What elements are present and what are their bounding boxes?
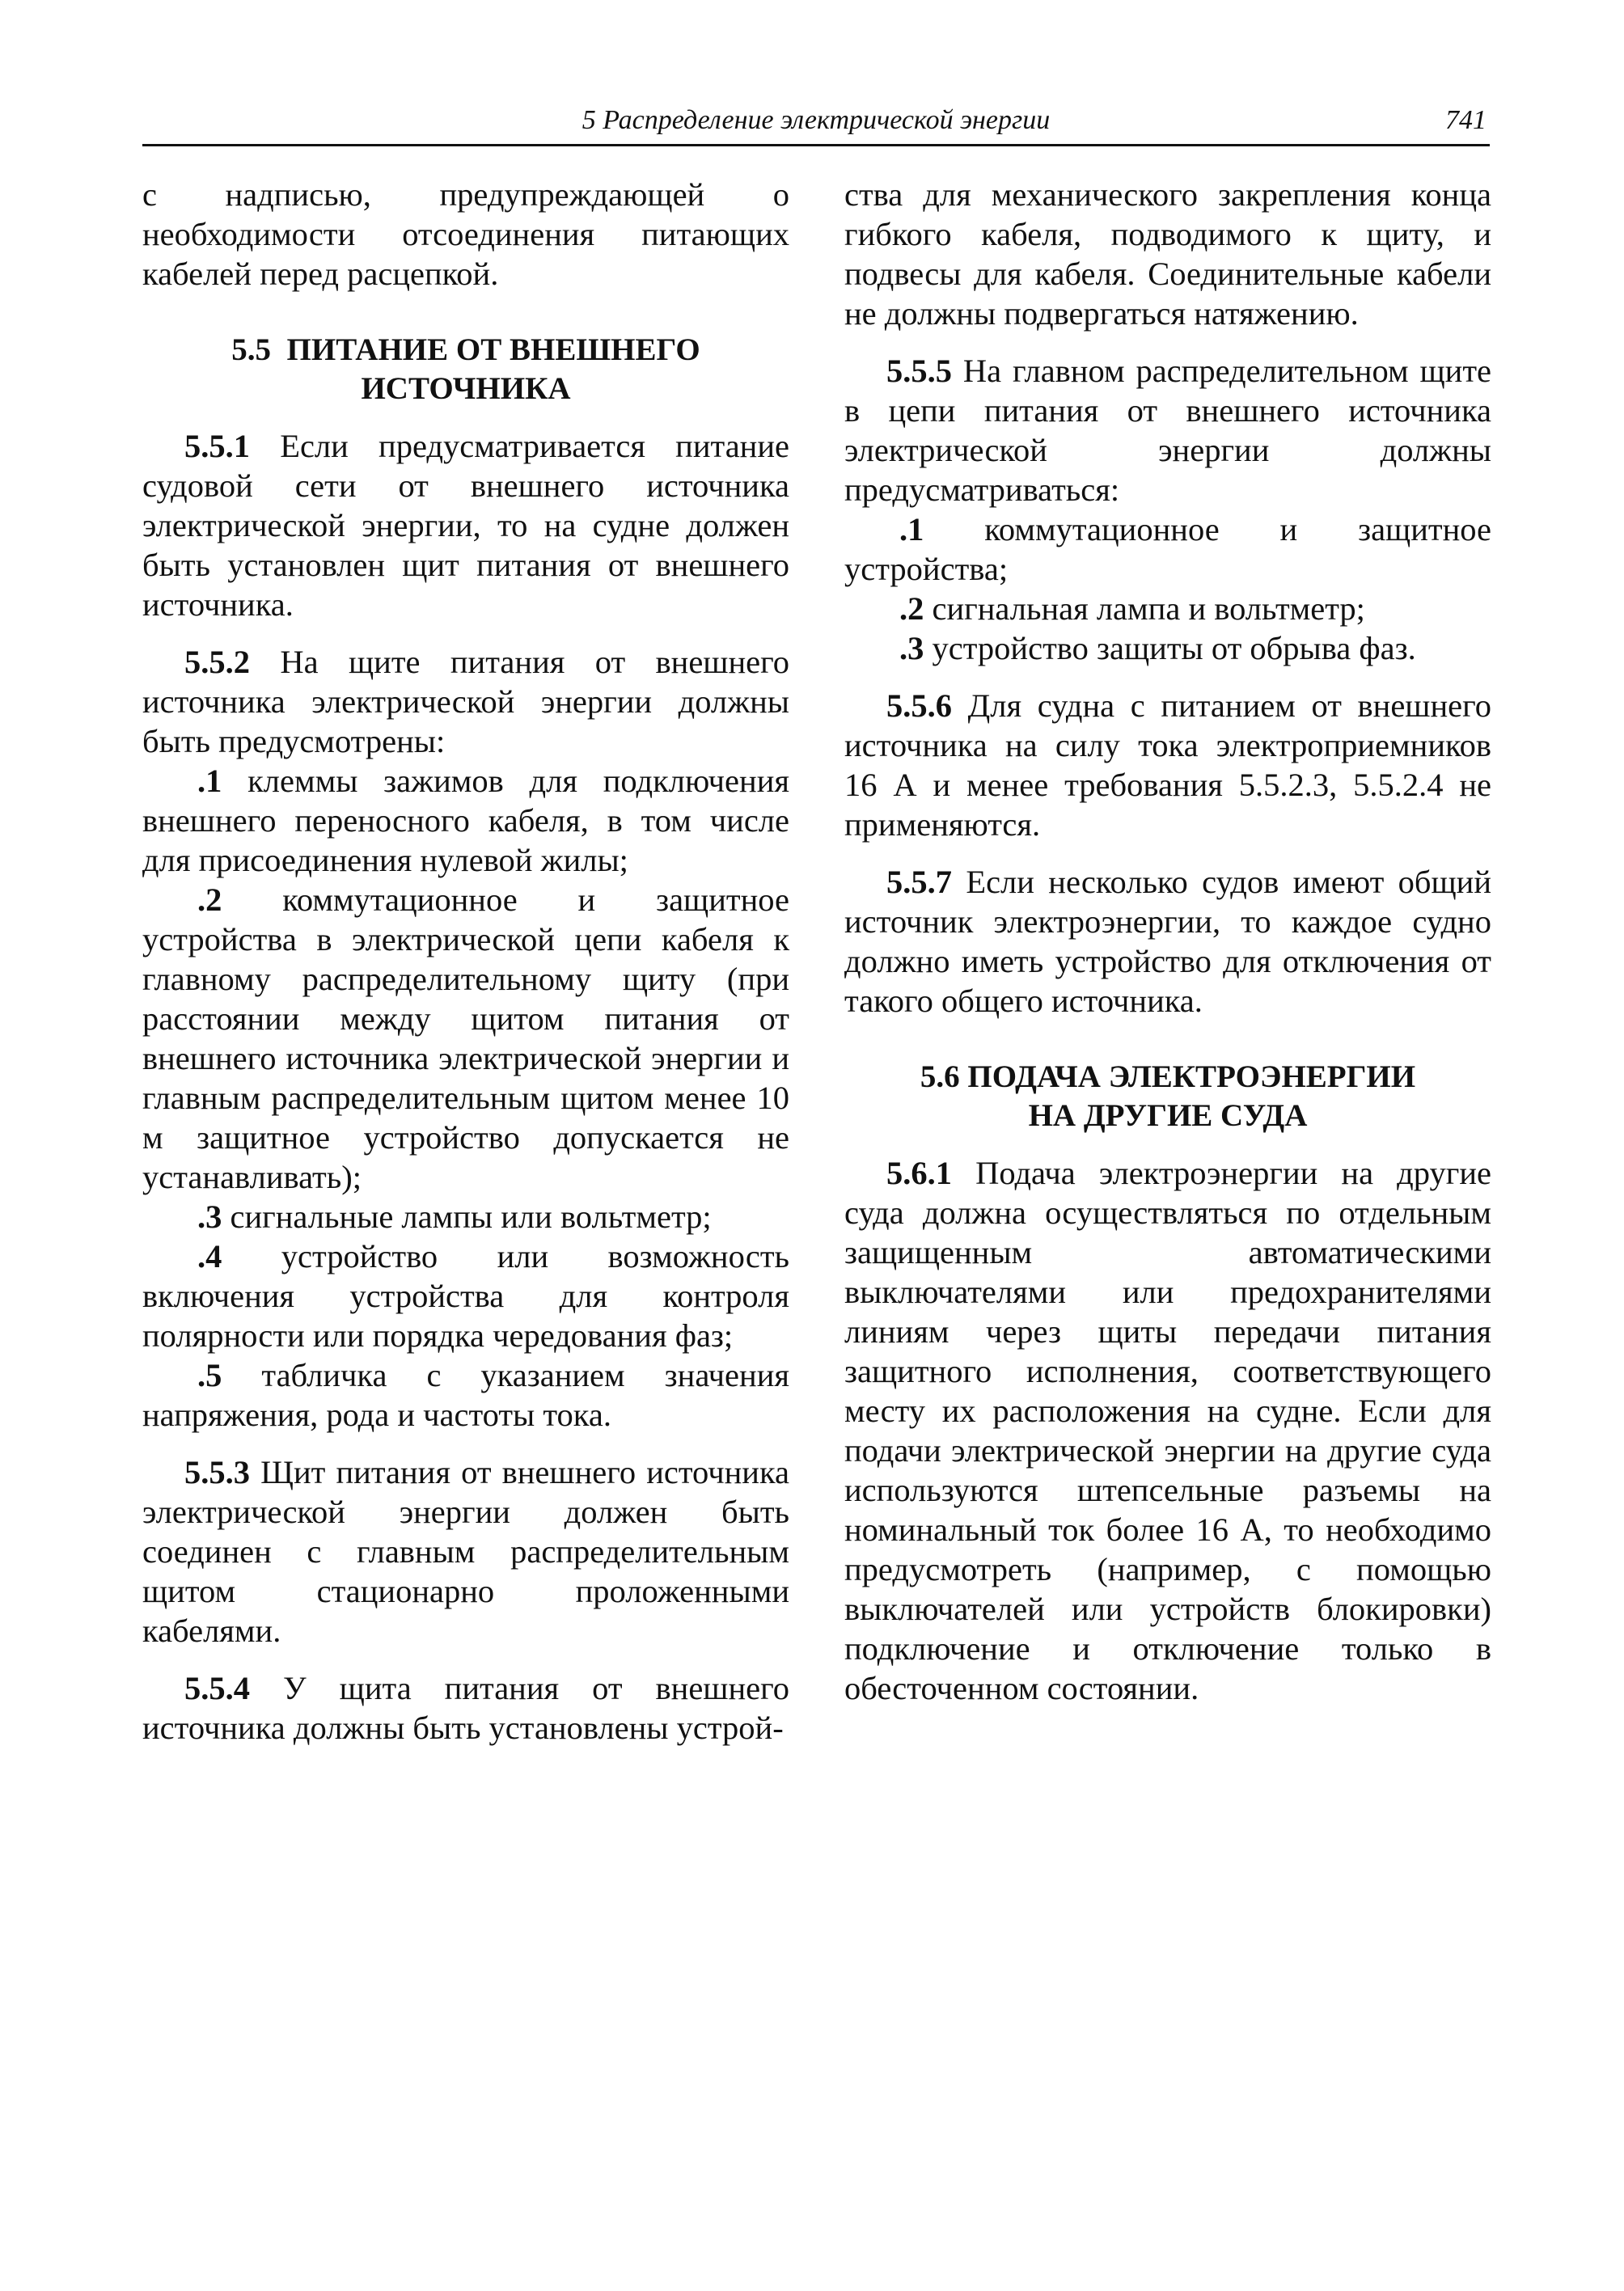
running-title: 5 Распределение электрической энергии: [582, 105, 1051, 135]
page-number: 741: [1445, 105, 1487, 135]
list-item: [142, 1236, 789, 1355]
item-text: сигнальная лампа и вольтметр;: [932, 590, 1365, 627]
clause-number: 5.5.1: [184, 428, 250, 464]
item-text: табличка с указанием значения напряжения, рода и частоты тока.: [142, 1357, 789, 1433]
list-5-5-2: [142, 761, 789, 1435]
section-title-part-1: ПИТАНИЕ ОТ ВНЕШНЕГО: [286, 332, 700, 367]
clause-text: На главном распределительном щите в цепи питания от внешнего источника электрической энергии должны предусматриваться:: [844, 353, 1491, 508]
clause-number: 5.5.6: [886, 687, 952, 724]
item-number: .2: [899, 590, 924, 627]
clause-text: Щит питания от внешнего источника электрической энергии должен быть соединен с главным распределительным щитом стационарно проложенными кабелями.: [142, 1454, 789, 1649]
section-number: 5.6: [920, 1059, 960, 1094]
section-title-part-2: ИСТОЧНИКА: [361, 371, 571, 406]
running-header: [142, 100, 1490, 146]
clause-number: 5.5.3: [184, 1454, 250, 1490]
paragraph-5-5-5: [844, 351, 1491, 509]
clause-number: 5.5.2: [184, 644, 250, 680]
clause-number: 5.5.7: [886, 864, 952, 900]
clause-text: Если несколько судов имеют общий источник электроэнергии, то каждое судно должно иметь устройство для отключения от такого общего источника.: [844, 864, 1491, 1019]
item-number: .3: [899, 630, 924, 666]
list-item: [142, 1355, 789, 1435]
clause-text: Для судна с питанием от внешнего источника на силу тока электроприемников 16 А и менее требования 5.5.2.3, 5.5.2.4 не применяются.: [844, 687, 1492, 843]
list-item: [142, 880, 789, 1197]
clause-number: 5.5.4: [184, 1670, 250, 1706]
item-number: .5: [197, 1357, 222, 1393]
section-heading-5-6: [844, 1058, 1491, 1135]
item-number: .4: [197, 1238, 222, 1274]
paragraph-5-5-1: [142, 426, 789, 624]
item-text: устройство защиты от обрыва фаз.: [932, 630, 1416, 666]
intro-paragraph: с надписью, предупреждающей о необходимости отсоединения питающих кабелей перед расцепкой.: [142, 176, 789, 292]
section-number: 5.5: [231, 332, 272, 367]
item-text: сигнальные лампы или вольтметр;: [230, 1198, 712, 1235]
paragraph-5-5-3: [142, 1452, 789, 1651]
list-item: [844, 628, 1491, 668]
item-number: .1: [899, 511, 924, 547]
clause-text: Если предусматривается питание судовой сети от внешнего источника электрической энергии, то на судне должен быть установлен щит питания от внешнего источника.: [142, 428, 790, 623]
section-title-part-2: НА ДРУГИЕ СУДА: [1028, 1098, 1308, 1133]
section-heading-5-5: [142, 331, 789, 408]
list-item: [142, 1197, 789, 1236]
left-column: [142, 175, 789, 1765]
list-item: [142, 761, 789, 880]
section-heading-line-1: [142, 331, 789, 370]
paragraph-5-5-7: [844, 862, 1491, 1021]
item-number: .1: [197, 763, 222, 799]
item-text: коммутационное и защитное устройства;: [844, 511, 1491, 587]
paragraph-5-5-6: [844, 686, 1491, 844]
clause-text: У щита питания от внешнего источника должны быть установлены устрой-: [142, 1670, 789, 1746]
item-number: .2: [197, 881, 222, 918]
paragraph-5-5-2: [142, 642, 789, 761]
list-item: [844, 589, 1491, 628]
list-item: [844, 509, 1491, 589]
item-text: устройство или возможность включения устройства для контроля полярности или порядка чередования фаз;: [142, 1238, 790, 1354]
clause-number: 5.6.1: [886, 1155, 952, 1191]
list-5-5-5: [844, 509, 1491, 668]
paragraph-5-5-4-continued: ства для механического закрепления конца гибкого кабеля, подводимого к щиту, и подвесы для кабеля. Соединительные кабели не должны подвергаться натяжению.: [844, 176, 1491, 332]
item-text: коммутационное и защитное устройства в электрической цепи кабеля к главному распределительному щиту (при расстоянии между щитом питания от внешнего источника электрической энергии и главным распределительным щитом менее 10 м защитное устройство допускается не устанавливать);: [142, 881, 789, 1195]
item-text: клеммы зажимов для подключения внешнего переносного кабеля, в том числе для присоединения нулевой жилы;: [142, 763, 789, 878]
section-title-part-1: ПОДАЧА ЭЛЕКТРОЭНЕРГИИ: [967, 1059, 1416, 1094]
right-column: [844, 175, 1491, 1726]
clause-text: Подача электроэнергии на другие суда должна осуществляться по отдельным защищенным автоматическими выключателями или предохранителями линиям через щиты передачи питания защитного исполнения, соответствующего месту их расположения на судне. Если для подачи электрической энергии на другие суда используются штепсельные разъемы на номинальный ток более 16 А, то необходимо предусмотреть (например, с помощью выключателей или устройств блокировки) подключение и отключение только в обесточенном состоянии.: [844, 1155, 1492, 1706]
paragraph-5-6-1: [844, 1153, 1491, 1708]
section-heading-line-1: [844, 1058, 1491, 1097]
item-number: .3: [197, 1198, 222, 1235]
clause-text: На щите питания от внешнего источника электрической энергии должны быть предусмотрены:: [142, 644, 789, 759]
paragraph-5-5-4: [142, 1668, 789, 1748]
clause-number: 5.5.5: [886, 353, 952, 389]
